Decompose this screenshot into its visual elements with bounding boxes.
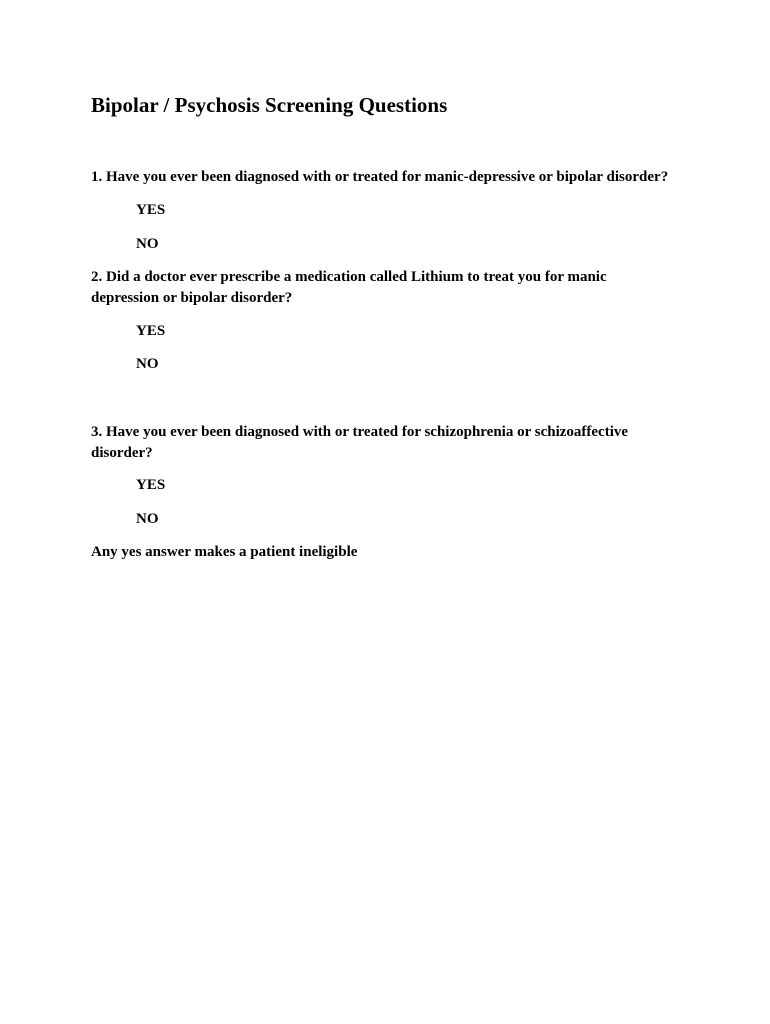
question-1-text: 1. Have you ever been diagnosed with or treated for manic-depressive or bipolar disorder? bbox=[91, 169, 669, 185]
question-1-option-no[interactable]: NO bbox=[136, 236, 159, 252]
eligibility-note: Any yes answer makes a patient ineligible bbox=[91, 544, 358, 560]
question-1-option-yes[interactable]: YES bbox=[136, 202, 166, 218]
page-title: Bipolar / Psychosis Screening Questions bbox=[91, 93, 448, 117]
question-2-text: 2. Did a doctor ever prescribe a medication called Lithium to treat you for manic depression or bipolar disorder? bbox=[91, 269, 607, 306]
question-3-option-no[interactable]: NO bbox=[136, 511, 159, 527]
question-3-option-yes[interactable]: YES bbox=[136, 477, 166, 493]
question-2-option-yes[interactable]: YES bbox=[136, 323, 166, 339]
question-2-option-no[interactable]: NO bbox=[136, 356, 159, 372]
question-3-text: 3. Have you ever been diagnosed with or treated for schizophrenia or schizoaffective disorder? bbox=[91, 424, 629, 461]
